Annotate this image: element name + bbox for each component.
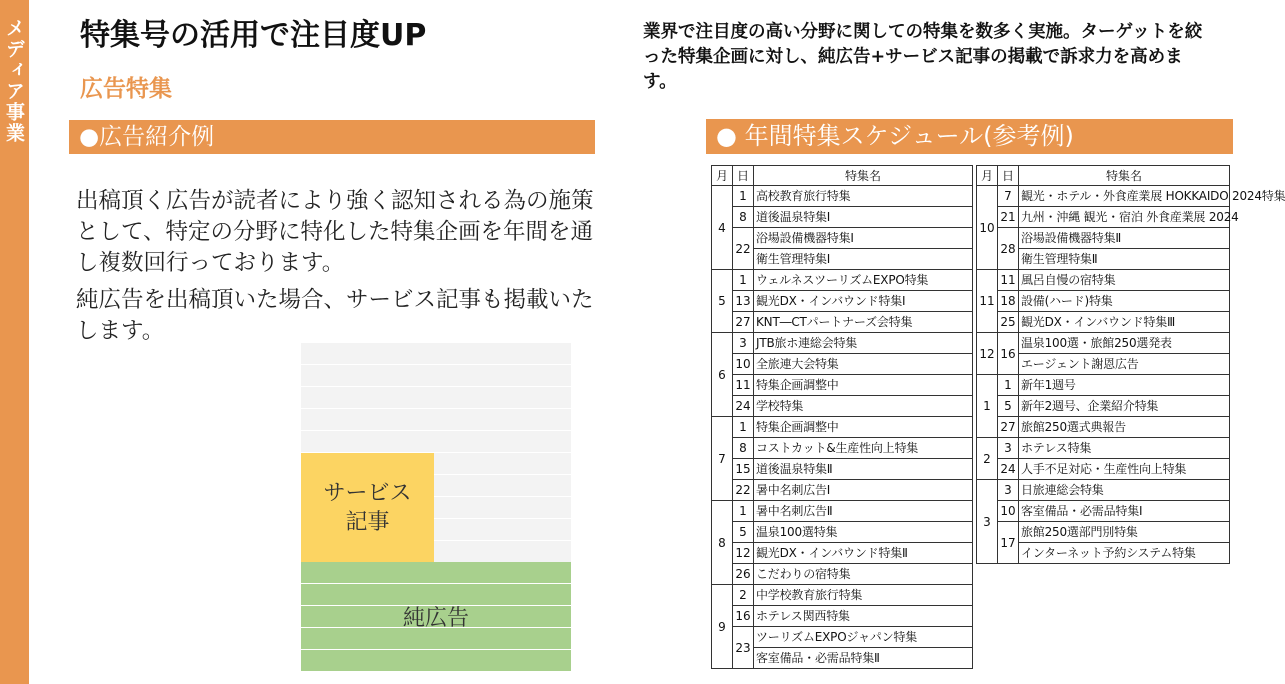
feature-name-cell: 新年1週号 (1019, 375, 1230, 396)
month-cell: 6 (712, 333, 733, 417)
feature-name-cell: 道後温泉特集Ⅰ (754, 207, 973, 228)
feature-name-cell: 浴場設備機器特集Ⅱ (1019, 228, 1230, 249)
schedule-row (712, 501, 973, 522)
feature-name-cell: ホテレス特集 (1019, 438, 1230, 459)
day-cell: 18 (998, 291, 1019, 312)
feature-name-cell: ホテレス関西特集 (754, 606, 973, 627)
schedule-row (712, 606, 973, 627)
day-cell: 8 (733, 438, 754, 459)
schedule-row (977, 207, 1230, 228)
schedule-table-left (711, 165, 973, 669)
day-cell: 5 (733, 522, 754, 543)
schedule-row (712, 333, 973, 354)
day-cell: 17 (998, 522, 1019, 564)
day-cell: 16 (733, 606, 754, 627)
day-cell: 21 (998, 207, 1019, 228)
feature-name-cell: 風呂自慢の宿特集 (1019, 270, 1230, 291)
feature-name-cell: 暑中名刺広告Ⅰ (754, 480, 973, 501)
schedule-row (712, 186, 973, 207)
schedule-row (977, 480, 1230, 501)
feature-name-cell: 道後温泉特集Ⅱ (754, 459, 973, 480)
schedule-row (712, 312, 973, 333)
schedule-row (712, 396, 973, 417)
schedule-row (977, 375, 1230, 396)
ad-example-description (76, 186, 596, 347)
feature-name-cell: 設備(ハード)特集 (1019, 291, 1230, 312)
schedule-row (712, 522, 973, 543)
feature-name-cell: 全旅連大会特集 (754, 354, 973, 375)
day-cell: 5 (998, 396, 1019, 417)
month-cell: 9 (712, 585, 733, 669)
feature-name-cell: コストカット&生産性向上特集 (754, 438, 973, 459)
month-header: 月 (712, 166, 733, 186)
day-cell: 8 (733, 207, 754, 228)
day-cell: 1 (733, 270, 754, 291)
schedule-row (712, 270, 973, 291)
feature-name-cell: 衛生管理特集Ⅰ (754, 249, 973, 270)
day-cell: 1 (733, 186, 754, 207)
day-cell: 3 (998, 480, 1019, 501)
feature-name-cell: ウェルネスツーリズムEXPO特集 (754, 270, 973, 291)
schedule-heading: ● 年間特集スケジュール(参考例) (706, 119, 1233, 154)
schedule-row (977, 270, 1230, 291)
feature-name-cell: 人手不足対応・生産性向上特集 (1019, 459, 1230, 480)
feature-name-cell: 温泉100選特集 (754, 522, 973, 543)
day-cell: 24 (733, 396, 754, 417)
schedule-row (712, 585, 973, 606)
day-cell: 25 (998, 312, 1019, 333)
day-cell: 11 (733, 375, 754, 396)
feature-name-cell: ツーリズムEXPOジャパン特集 (754, 627, 973, 648)
schedule-row (977, 522, 1230, 543)
schedule-row (977, 501, 1230, 522)
day-cell: 28 (998, 228, 1019, 270)
schedule-row (977, 459, 1230, 480)
feature-name-cell: 九州・沖縄 観光・宿泊 外食産業展 2024 (1019, 207, 1230, 228)
schedule-row (712, 354, 973, 375)
schedule-row (712, 228, 973, 249)
month-cell: 8 (712, 501, 733, 585)
feature-name-cell: 中学校教育旅行特集 (754, 585, 973, 606)
schedule-row (977, 186, 1230, 207)
feature-name-cell: 観光・ホテル・外食産業展 HOKKAIDO 2024特集 (1019, 186, 1230, 207)
schedule-row (977, 417, 1230, 438)
day-cell: 27 (733, 312, 754, 333)
feature-name-cell: 浴場設備機器特集Ⅰ (754, 228, 973, 249)
day-cell: 10 (733, 354, 754, 375)
description-paragraph-1: 出稿頂く広告が読者により強く認知される為の施策として、特定の分野に特化した特集企画を年間を通し複数回行っております。 (76, 188, 594, 276)
month-cell: 3 (977, 480, 998, 564)
day-cell: 16 (998, 333, 1019, 375)
feature-name-cell: インターネット予約システム特集 (1019, 543, 1230, 564)
month-cell: 11 (977, 270, 998, 333)
sidebar-label: メディア事業 (3, 18, 25, 144)
feature-name-cell: KNT―CTパートナーズ会特集 (754, 312, 973, 333)
day-cell: 23 (733, 627, 754, 669)
feature-name-cell: 温泉100選・旅館250選発表 (1019, 333, 1230, 354)
service-article-label-line1: サービス (323, 480, 412, 506)
feature-name-cell: 客室備品・必需品特集Ⅱ (754, 648, 973, 669)
feature-name-cell: JTB旅ホ連総会特集 (754, 333, 973, 354)
feature-name-cell: エージェント謝恩広告 (1019, 354, 1230, 375)
ad-composition-figure (301, 343, 571, 671)
day-cell: 13 (733, 291, 754, 312)
schedule-row (712, 543, 973, 564)
page-subtitle: 広告特集 (80, 76, 172, 102)
feature-name-cell: こだわりの宿特集 (754, 564, 973, 585)
schedule-row (977, 396, 1230, 417)
day-cell: 26 (733, 564, 754, 585)
schedule-row (712, 291, 973, 312)
schedule-row (712, 417, 973, 438)
feature-name-cell: 観光DX・インバウンド特集Ⅰ (754, 291, 973, 312)
day-cell: 2 (733, 585, 754, 606)
month-cell: 2 (977, 438, 998, 480)
sidebar (0, 0, 29, 684)
day-cell: 7 (998, 186, 1019, 207)
schedule-row (977, 228, 1230, 249)
month-cell: 4 (712, 186, 733, 270)
schedule-row (712, 375, 973, 396)
pure-ad-block (301, 562, 571, 671)
page-title: 特集号の活用で注目度UP (80, 18, 427, 53)
schedule-row (712, 480, 973, 501)
schedule-header-row (712, 166, 973, 186)
service-article-label-line2: 記事 (345, 509, 390, 535)
day-cell: 24 (998, 459, 1019, 480)
day-cell: 22 (733, 228, 754, 270)
schedule-row (712, 438, 973, 459)
feature-name-cell: 高校教育旅行特集 (754, 186, 973, 207)
schedule-header-row (977, 166, 1230, 186)
day-cell: 1 (733, 417, 754, 438)
month-cell: 5 (712, 270, 733, 333)
schedule-row (712, 207, 973, 228)
schedule-row (712, 627, 973, 648)
schedule-row (977, 438, 1230, 459)
feature-name-cell: 客室備品・必需品特集Ⅰ (1019, 501, 1230, 522)
intro-text: 業界で注目度の高い分野に関しての特集を数多く実施。ターゲットを絞った特集企画に対し、純広告+サービス記事の掲載で訴求力を高めます。 (643, 22, 1203, 92)
day-cell: 15 (733, 459, 754, 480)
day-cell: 1 (998, 375, 1019, 396)
day-header: 日 (998, 166, 1019, 186)
feature-name-cell: 旅館250選式典報告 (1019, 417, 1230, 438)
day-cell: 3 (998, 438, 1019, 459)
schedule-row (977, 333, 1230, 354)
feature-name-cell: 旅館250選部門別特集 (1019, 522, 1230, 543)
day-cell: 11 (998, 270, 1019, 291)
schedule-row (977, 312, 1230, 333)
feature-name-cell: 特集企画調整中 (754, 417, 973, 438)
day-cell: 12 (733, 543, 754, 564)
name-header: 特集名 (754, 166, 973, 186)
name-header: 特集名 (1019, 166, 1230, 186)
month-cell: 10 (977, 186, 998, 270)
day-cell: 3 (733, 333, 754, 354)
ad-example-heading: ●広告紹介例 (69, 120, 595, 154)
service-article-block (301, 453, 434, 562)
schedule-row (712, 564, 973, 585)
feature-name-cell: 観光DX・インバウンド特集Ⅲ (1019, 312, 1230, 333)
day-header: 日 (733, 166, 754, 186)
pure-ad-label: 純広告 (402, 606, 469, 631)
day-cell: 1 (733, 501, 754, 522)
schedule-row (712, 459, 973, 480)
month-header: 月 (977, 166, 998, 186)
month-cell: 12 (977, 333, 998, 375)
schedule-table-right (976, 165, 1285, 564)
month-cell: 7 (712, 417, 733, 501)
day-cell: 27 (998, 417, 1019, 438)
schedule-row (977, 291, 1230, 312)
day-cell: 10 (998, 501, 1019, 522)
feature-name-cell: 新年2週号、企業紹介特集 (1019, 396, 1230, 417)
feature-name-cell: 観光DX・インバウンド特集Ⅱ (754, 543, 973, 564)
month-cell: 1 (977, 375, 998, 438)
feature-name-cell: 特集企画調整中 (754, 375, 973, 396)
feature-name-cell: 衛生管理特集Ⅱ (1019, 249, 1230, 270)
description-paragraph-2: 純広告を出稿頂いた場合、サービス記事も掲載いたします。 (76, 287, 594, 344)
day-cell: 22 (733, 480, 754, 501)
feature-name-cell: 暑中名刺広告Ⅱ (754, 501, 973, 522)
feature-name-cell: 学校特集 (754, 396, 973, 417)
feature-name-cell: 日旅連総会特集 (1019, 480, 1230, 501)
